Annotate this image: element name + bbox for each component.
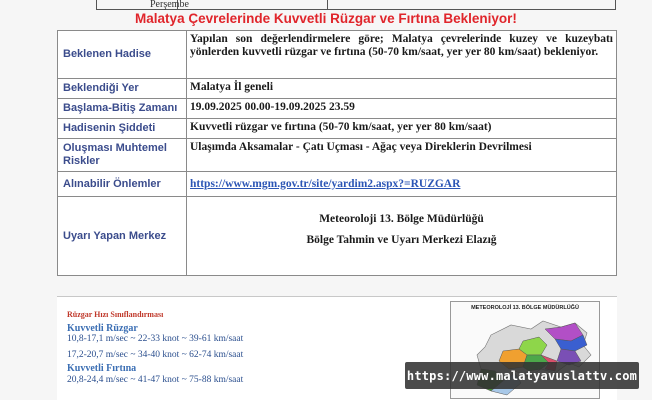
row-value: Yapılan son değerlendirmelere göre; Malatya çevrelerinde kuzey ve kuzeybatı yönlerden kuvvetli rüzgar ve fırtına (50-70 km/saat, yer yer 80 km/saat) bekleniyor.: [187, 31, 617, 79]
center-name: Meteoroloji 13. Bölge Müdürlüğü: [319, 213, 484, 225]
site-watermark: [405, 362, 639, 389]
row-label: Uyarı Yapan Merkez: [58, 197, 187, 276]
day-label: Perşembe: [150, 0, 189, 10]
warning-headline: Malatya Çevrelerinde Kuvvetli Rüzgar ve Fırtına Bekleniyor!: [135, 11, 517, 26]
row-value: Malatya İl geneli: [187, 79, 617, 99]
row-label: Beklendiği Yer: [58, 79, 187, 99]
row-label: Oluşması Muhtemel Riskler: [58, 139, 187, 172]
row-label: Başlama-Bitiş Zamanı: [58, 99, 187, 119]
table-row: [58, 172, 617, 197]
row-value: Kuvvetli rüzgar ve fırtına (50-70 km/saat, yer yer 80 km/saat): [187, 119, 617, 139]
legend-range: 20,8-24,4 m/sec ~ 41-47 knot ~ 75-88 km/saat: [67, 374, 244, 385]
warning-table: [57, 30, 617, 276]
table-row: [58, 197, 617, 276]
legend-range: 10,8-17,1 m/sec ~ 22-33 knot ~ 39-61 km/saat: [67, 334, 244, 344]
map-title: METEOROLOJİ 13. BÖLGE MÜDÜRLÜĞÜ: [471, 305, 579, 311]
legend-range: 17,2-20,7 m/sec ~ 34-40 knot ~ 62-74 km/saat: [67, 349, 244, 360]
table-row: [58, 139, 617, 172]
legend-title: Rüzgar Hızı Sınıflandırması: [67, 310, 164, 319]
wind-speed-legend: [67, 309, 367, 386]
row-value: 19.09.2025 00.00-19.09.2025 23.59: [187, 99, 617, 119]
watermark-text: https://www.malatyavuslattv.com: [406, 368, 638, 383]
table-row: [58, 31, 617, 79]
row-value: Ulaşımda Aksamalar - Çatı Uçması - Ağaç veya Direklerin Devrilmesi: [187, 139, 617, 172]
legend-category: Kuvvetli Fırtına: [67, 363, 137, 374]
precautions-link[interactable]: https://www.mgm.gov.tr/site/yardim2.aspx?=RUZGAR: [190, 177, 461, 190]
row-label: Beklenen Hadise: [58, 31, 187, 79]
row-label: Alınabilir Önlemler: [58, 172, 187, 197]
row-label: Hadisenin Şiddeti: [58, 119, 187, 139]
warning-center: [190, 199, 613, 247]
center-office: Bölge Tahmin ve Uyarı Merkezi Elazığ: [306, 234, 497, 246]
legend-category: Kuvvetli Rüzgar: [67, 322, 138, 334]
table-row: [58, 119, 617, 139]
table-row: [58, 99, 617, 119]
table-row: [58, 79, 617, 99]
